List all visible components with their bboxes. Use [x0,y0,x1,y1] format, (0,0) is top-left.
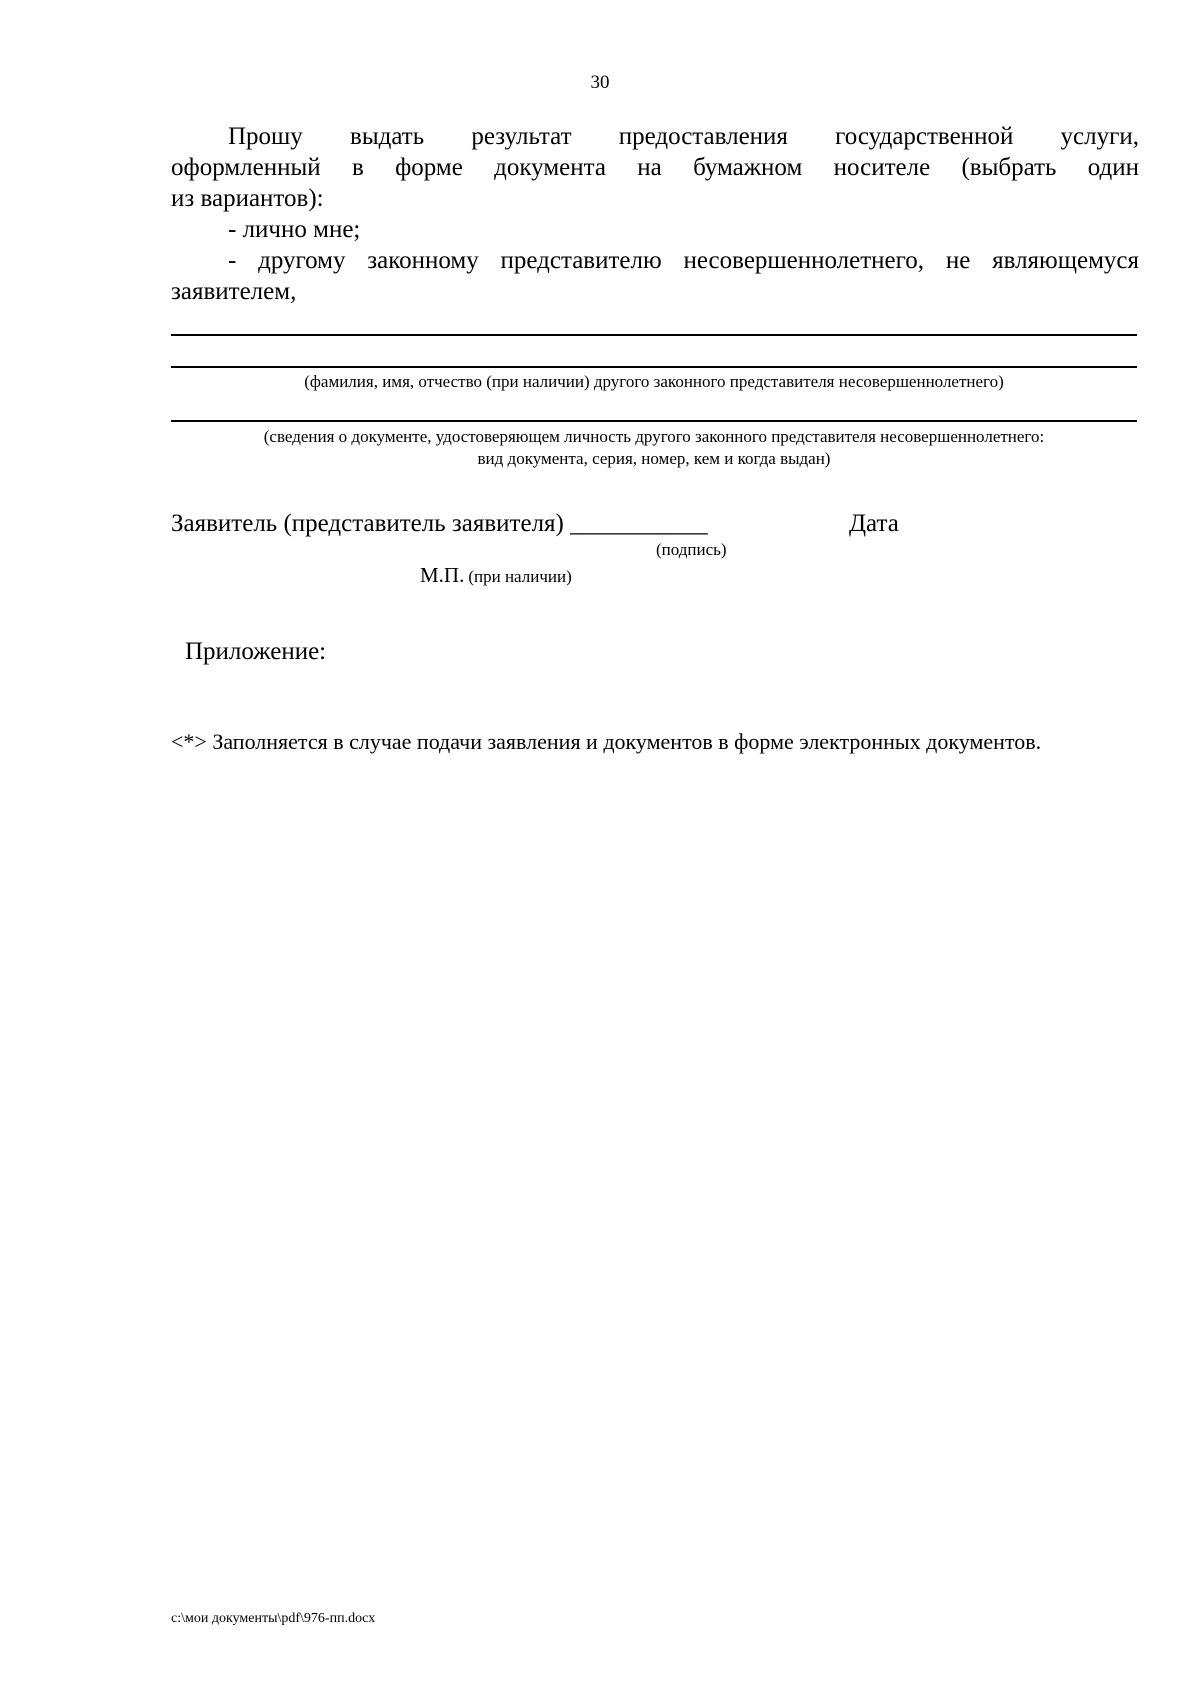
seal-label: М.П. [420,563,465,587]
date-label: Дата [849,510,899,537]
request-line-2: оформленный в форме документа на бумажном носителе (выбрать один [171,154,1139,181]
page-number: 30 [590,72,610,93]
option-other-representative [171,245,1139,307]
electronic-documents-note: <*> Заполняется в случае подачи заявления и документов в форме электронных документов. [171,729,1042,754]
option-other-line-1: - другому законному представителю несовершеннолетнего, не являющемуся [228,247,1139,274]
signature-caption: (подпись) [656,540,727,559]
request-line-1: Прошу выдать результат предоставления государственной услуги, [228,123,1139,150]
request-line-3: из вариантов): [171,185,324,212]
request-paragraph [171,121,1139,214]
document-caption-line-2: вид документа, серия, номер, кем и когда выдан) [477,449,831,468]
option-other-line-2: заявителем, [171,278,297,305]
seal-block [420,563,572,588]
attachment-label: Приложение: [185,638,327,665]
name-field-caption: (фамилия, имя, отчество (при наличии) другого законного представителя несовершеннолетнего) [304,372,1004,391]
document-field-caption [171,426,1137,470]
seal-caption: (при наличии) [468,567,572,586]
applicant-signature-label: Заявитель (представитель заявителя) ___________ [171,510,708,537]
name-fill-line-1[interactable] [171,334,1137,336]
option-personal: - лично мне; [228,216,361,243]
file-path-footer: c:\мои документы\pdf\976-пп.docx [171,1611,376,1626]
document-caption-line-1: (сведения о документе, удостоверяющем личность другого законного представителя несовершеннолетнего: [263,427,1045,446]
name-fill-line-2[interactable] [171,366,1137,368]
document-fill-line[interactable] [171,420,1137,422]
